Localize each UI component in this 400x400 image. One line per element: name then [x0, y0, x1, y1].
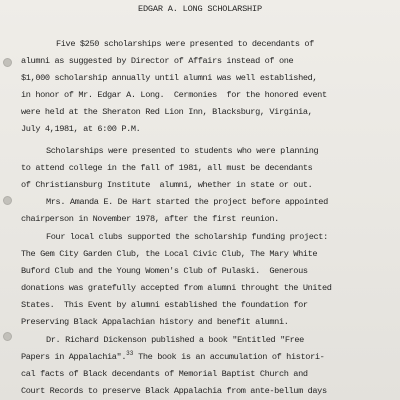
text-line: Buford Club and the Young Women's Club of Pulaski. Generous: [21, 266, 308, 276]
text-line: Court Records to preserve Black Appalachia from ante-bellum days: [21, 386, 327, 396]
punch-holes: [3, 0, 11, 400]
text-line: cal facts of Black decendants of Memorial Baptist Church and: [21, 369, 308, 379]
page-title: EDGAR A. LONG SCHOLARSHIP: [138, 4, 262, 14]
text-line: donations was gratefully accepted from alumni throught the United: [21, 283, 332, 293]
typewritten-text: [14, 0, 398, 400]
text-line: $1,000 scholarship annually until alumni was well established,: [21, 73, 318, 83]
text-line: Five $250 scholarships were presented to decendants of: [56, 39, 314, 49]
text-line: July 4,1981, at 6:00 P.M.: [21, 124, 141, 134]
text-line: of Christiansburg Institute alumni, whether in state or out.: [21, 180, 313, 190]
punch-hole: [3, 332, 12, 341]
text-line: Scholarships were presented to students who were planning: [46, 146, 319, 156]
text-line: to attend college in the fall of 1981, all must be decendants: [21, 163, 313, 173]
text-line: Preserving Black Appalachian history and benefit alumni.: [21, 317, 289, 327]
text-line: chairperson in November 1978, after the first reunion.: [21, 214, 279, 224]
text-line: in honor of Mr. Edgar A. Long. Cermonies for the honored event: [21, 90, 327, 100]
footnote-marker: 33: [126, 350, 134, 357]
text-line: Dr. Richard Dickenson published a book "Entitled "Free: [46, 335, 304, 345]
punch-hole: [3, 196, 12, 205]
text-line: Mrs. Amanda E. De Hart started the project before appointed: [46, 197, 328, 207]
text-line: alumni as suggested by Director of Affairs instead of one: [21, 56, 294, 66]
text-line: Four local clubs supported the scholarship funding project:: [46, 232, 328, 242]
text-fragment: Papers in Appalachia".: [21, 352, 127, 362]
text-fragment: The book is an accumulation of histori-: [133, 352, 325, 362]
text-line: The Gem City Garden Club, the Local Civic Club, The Mary White: [21, 249, 318, 259]
text-line: were held at the Sheraton Red Lion Inn, Blacksburg, Virginia,: [21, 107, 313, 117]
punch-hole: [3, 58, 12, 67]
text-line: States. This Event by alumni established the foundation for: [21, 300, 308, 310]
text-line: [21, 351, 324, 364]
